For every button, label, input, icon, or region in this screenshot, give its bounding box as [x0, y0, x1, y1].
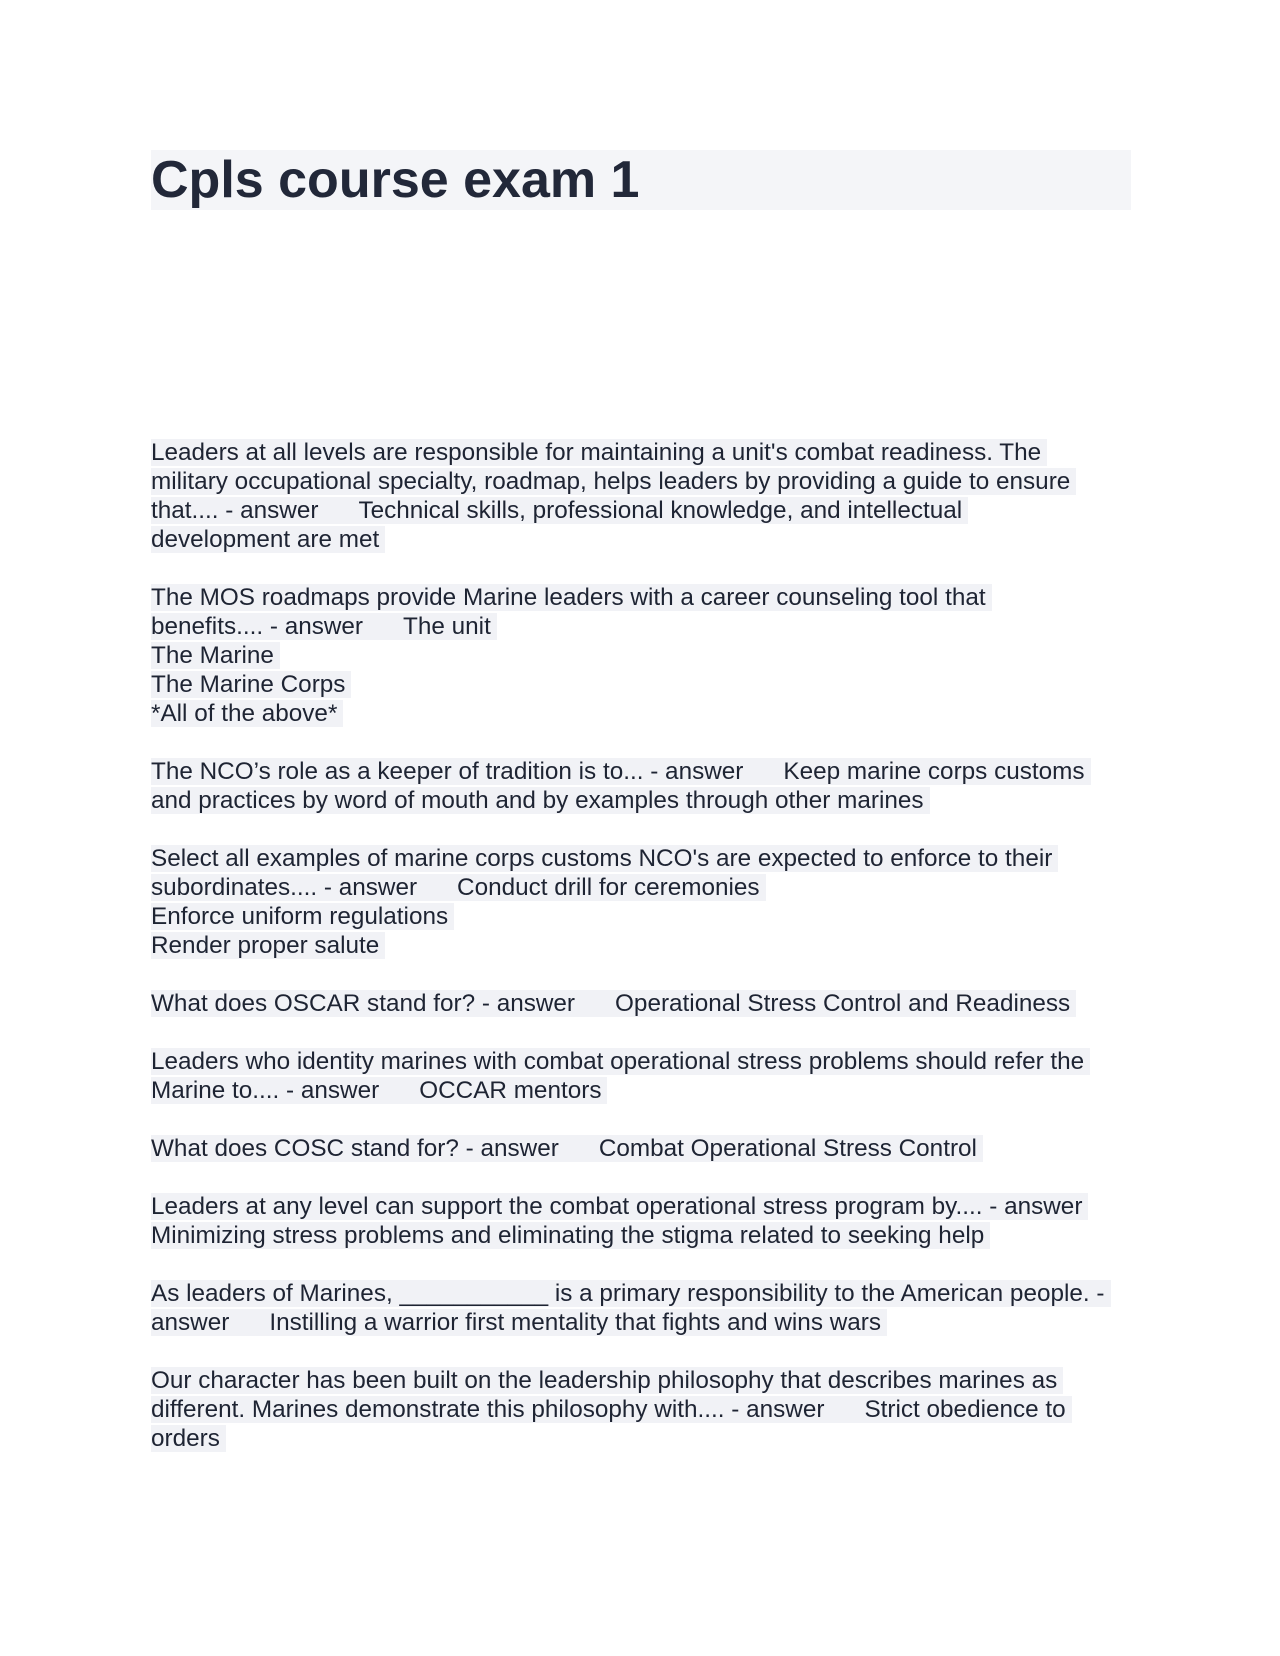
question-line: military occupational specialty, roadmap, helps leaders by providing a guide to ensure — [151, 468, 1076, 495]
qa-item — [151, 583, 1131, 728]
answer-text: Technical skills, professional knowledge, and intellectual — [358, 497, 963, 524]
answer-line: Render proper salute — [151, 932, 385, 959]
qa-list — [151, 438, 1131, 1482]
answer-text: Instilling a warrior first mentality that fights and wins wars — [269, 1309, 882, 1336]
qa-item — [151, 1279, 1131, 1337]
page-title: Cpls course exam 1 — [151, 150, 1131, 210]
question-line: subordinates.... - answer — [151, 874, 418, 901]
question-line: What does COSC stand for? - answer — [151, 1135, 559, 1162]
qa-item — [151, 1192, 1131, 1250]
question-line: The NCO’s role as a keeper of tradition is to... - answer — [151, 758, 744, 785]
answer-line: *All of the above* — [151, 700, 343, 727]
question-line: Leaders at all levels are responsible for maintaining a unit's combat readiness. The — [151, 439, 1047, 466]
qa-item — [151, 438, 1131, 554]
answer-text: Operational Stress Control and Readiness — [615, 990, 1071, 1017]
question-line: As leaders of Marines, ___________ is a primary responsibility to the American people. - — [151, 1280, 1111, 1307]
answer-line: Enforce uniform regulations — [151, 903, 454, 930]
answer-text: Keep marine corps customs — [783, 758, 1085, 785]
question-line: that.... - answer — [151, 497, 319, 524]
qa-item — [151, 1134, 1131, 1163]
qa-item — [151, 1366, 1131, 1453]
answer-line: Minimizing stress problems and eliminating the stigma related to seeking help — [151, 1222, 990, 1249]
answer-text: Combat Operational Stress Control — [598, 1135, 977, 1162]
question-line: Leaders who identity marines with combat operational stress problems should refer the — [151, 1048, 1090, 1075]
answer-line: development are met — [151, 526, 385, 553]
qa-item — [151, 844, 1131, 960]
answer-text: Strict obedience to — [864, 1396, 1066, 1423]
qa-item — [151, 1047, 1131, 1105]
question-line: Leaders at any level can support the combat operational stress program by.... - answer — [151, 1193, 1088, 1220]
question-line: Our character has been built on the leadership philosophy that describes marines as — [151, 1367, 1063, 1394]
answer-line: and practices by word of mouth and by examples through other marines — [151, 787, 930, 814]
question-line: Marine to.... - answer — [151, 1077, 380, 1104]
answer-text: Conduct drill for ceremonies — [457, 874, 760, 901]
answer-line: The Marine Corps — [151, 671, 351, 698]
qa-item — [151, 989, 1131, 1018]
answer-text: The unit — [403, 613, 491, 640]
answer-line: The Marine — [151, 642, 280, 669]
question-line: different. Marines demonstrate this philosophy with.... - answer — [151, 1396, 825, 1423]
answer-line: orders — [151, 1425, 226, 1452]
question-line: answer — [151, 1309, 230, 1336]
question-line: What does OSCAR stand for? - answer — [151, 990, 576, 1017]
qa-item — [151, 757, 1131, 815]
question-line: Select all examples of marine corps customs NCO's are expected to enforce to their — [151, 845, 1058, 872]
question-line: benefits.... - answer — [151, 613, 364, 640]
answer-text: OCCAR mentors — [419, 1077, 602, 1104]
question-line: The MOS roadmaps provide Marine leaders with a career counseling tool that — [151, 584, 992, 611]
